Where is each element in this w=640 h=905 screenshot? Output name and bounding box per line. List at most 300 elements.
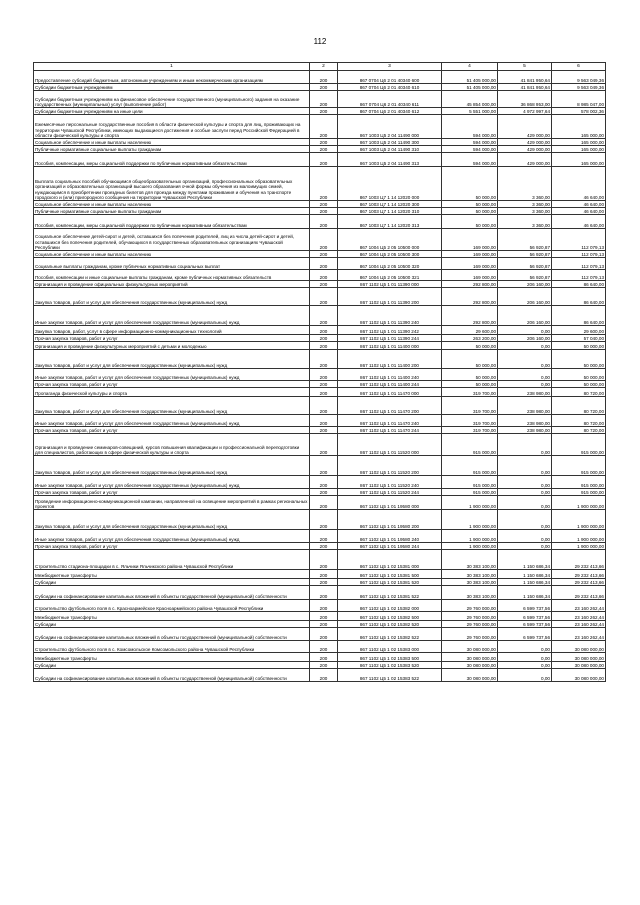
row-unexecuted-cell: 86 640,00 [552,288,606,306]
table-row [34,653,606,662]
table-row [34,281,606,288]
row-name-cell: Межбюджетные трансферты [34,653,310,662]
row-approved-cell: 1 900 000,00 [442,530,498,543]
row-budget-code-cell: 867 1004 Ц5 2 05 10500 321 [338,270,442,281]
row-budget-code-cell: 867 1102 Ц5 1 01 19580 240 [338,530,442,543]
row-approved-cell: 51 405 000,00 [442,84,498,91]
row-unexecuted-cell: 80 720,00 [552,415,606,427]
row-approved-cell: 319 700,00 [442,427,498,434]
row-line-code-cell: 200 [310,342,338,350]
row-budget-code-cell: 867 1102 Ц5 1 02 15381 520 [338,579,442,586]
row-executed-cell: 6 599 737,56 [498,612,552,621]
row-name-cell: Прочая закупка товаров, работ и услуг [34,543,310,550]
row-executed-cell: 0,00 [498,369,552,381]
row-approved-cell: 292 800,00 [442,288,498,306]
row-executed-cell: 429 000,00 [498,153,552,167]
row-name-cell: Прочая закупка товаров, работ и услуг [34,489,310,496]
row-name-cell: Субсидии [34,662,310,669]
row-unexecuted-cell: 29 600,00 [552,326,606,335]
table-row [34,215,606,229]
table-row [34,288,606,306]
row-name-cell: Межбюджетные трансферты [34,570,310,579]
row-unexecuted-cell: 80 720,00 [552,397,606,415]
row-approved-cell: 263 200,00 [442,335,498,342]
row-executed-cell: 0,00 [498,342,552,350]
row-executed-cell: 6 599 737,56 [498,600,552,612]
row-approved-cell: 169 000,00 [442,229,498,251]
row-name-cell: Закупка товаров, работ и услуг для обеспечения государственных (муниципальных) нужд [34,510,310,530]
row-executed-cell: 1 150 686,34 [498,579,552,586]
row-approved-cell: 50 000,00 [442,201,498,208]
row-unexecuted-cell: 112 079,13 [552,229,606,251]
row-line-code-cell: 200 [310,496,338,510]
table-row [34,335,606,342]
table-row [34,628,606,641]
row-executed-cell: 0,00 [498,662,552,669]
row-unexecuted-cell: 112 079,13 [552,251,606,258]
row-executed-cell: 3 360,00 [498,201,552,208]
row-budget-code-cell: 867 1102 Ц5 1 02 15383 522 [338,669,442,682]
row-budget-code-cell: 867 1102 Ц5 1 02 15382 520 [338,621,442,628]
row-budget-code-cell: 867 1003 Ц5 2 04 11490 300 [338,139,442,146]
row-unexecuted-cell: 165 000,00 [552,153,606,167]
row-approved-cell: 30 383 100,00 [442,550,498,570]
row-unexecuted-cell: 57 040,00 [552,335,606,342]
row-line-code-cell: 200 [310,388,338,397]
row-approved-cell: 915 000,00 [442,489,498,496]
row-unexecuted-cell: 80 720,00 [552,427,606,434]
row-line-code-cell: 200 [310,153,338,167]
row-name-cell: Субсидии бюджетным учреждениям [34,84,310,91]
row-executed-cell: 56 920,87 [498,270,552,281]
table-row [34,427,606,434]
row-unexecuted-cell: 112 079,13 [552,270,606,281]
row-budget-code-cell: 867 1102 Ц5 1 01 11400 200 [338,350,442,369]
row-name-cell: Социальное обеспечение и иные выплаты населению [34,201,310,208]
row-line-code-cell: 200 [310,579,338,586]
row-executed-cell: 6 599 737,56 [498,628,552,641]
table-row [34,115,606,139]
table-row [34,397,606,415]
row-line-code-cell: 200 [310,662,338,669]
table-row [34,586,606,600]
row-approved-cell: 50 000,00 [442,342,498,350]
row-line-code-cell: 200 [310,641,338,653]
row-line-code-cell: 200 [310,543,338,550]
row-approved-cell: 915 000,00 [442,456,498,476]
row-line-code-cell: 200 [310,84,338,91]
row-unexecuted-cell: 578 002,36 [552,108,606,115]
row-unexecuted-cell: 23 160 262,44 [552,612,606,621]
row-budget-code-cell: 867 1102 Ц5 1 02 15381 522 [338,586,442,600]
row-approved-cell: 292 800,00 [442,306,498,326]
row-budget-code-cell: 867 1003 Ц5 2 04 11490 313 [338,153,442,167]
row-approved-cell: 169 000,00 [442,270,498,281]
row-executed-cell: 0,00 [498,530,552,543]
row-approved-cell: 1 900 000,00 [442,496,498,510]
row-unexecuted-cell: 9 563 049,36 [552,71,606,84]
row-budget-code-cell: 867 1102 Ц5 1 01 11470 000 [338,388,442,397]
row-budget-code-cell: 867 1102 Ц5 1 02 15382 000 [338,600,442,612]
row-executed-cell: 56 920,87 [498,251,552,258]
row-name-cell: Пособия, компенсации и иные социальные выплаты гражданам, кроме публичных нормативных обязательств [34,270,310,281]
row-name-cell: Социальные выплаты гражданам, кроме публичных нормативных социальных выплат [34,258,310,270]
row-line-code-cell: 200 [310,621,338,628]
row-approved-cell: 29 760 000,00 [442,621,498,628]
row-unexecuted-cell: 46 640,00 [552,215,606,229]
row-unexecuted-cell: 80 720,00 [552,388,606,397]
column-number: 5 [498,63,552,71]
row-line-code-cell: 200 [310,381,338,388]
row-approved-cell: 29 760 000,00 [442,628,498,641]
row-budget-code-cell: 867 1102 Ц5 1 01 11470 240 [338,415,442,427]
row-line-code-cell: 200 [310,612,338,621]
row-line-code-cell: 200 [310,215,338,229]
table-row [34,167,606,201]
row-line-code-cell: 200 [310,288,338,306]
row-executed-cell: 206 160,00 [498,306,552,326]
row-unexecuted-cell: 1 900 000,00 [552,543,606,550]
row-line-code-cell: 200 [310,415,338,427]
row-budget-code-cell: 867 1003 Ц7 1 14 12020 313 [338,215,442,229]
row-budget-code-cell: 867 1003 Ц5 2 04 11490 310 [338,146,442,153]
row-line-code-cell: 200 [310,335,338,342]
table-row [34,342,606,350]
row-executed-cell: 0,00 [498,543,552,550]
row-approved-cell: 30 080 000,00 [442,653,498,662]
row-budget-code-cell: 867 1102 Ц5 1 02 15381 000 [338,550,442,570]
table-row [34,570,606,579]
table-row [34,71,606,84]
row-line-code-cell: 200 [310,510,338,530]
row-budget-code-cell: 867 1102 Ц5 1 01 11390 244 [338,335,442,342]
row-name-cell: Субсидии на софинансирование капитальных вложений в объекты государственной (муниципальной) собственности [34,628,310,641]
row-unexecuted-cell: 30 080 000,00 [552,669,606,682]
row-name-cell: Иные закупки товаров, работ и услуг для обеспечения государственных (муниципальных) нужд [34,530,310,543]
row-approved-cell: 45 854 000,00 [442,91,498,108]
row-approved-cell: 594 000,00 [442,139,498,146]
row-line-code-cell: 200 [310,115,338,139]
row-unexecuted-cell: 165 000,00 [552,139,606,146]
row-executed-cell: 0,00 [498,489,552,496]
row-executed-cell: 41 841 950,64 [498,84,552,91]
table-row [34,229,606,251]
row-executed-cell: 206 160,00 [498,335,552,342]
row-executed-cell: 0,00 [498,510,552,530]
row-name-cell: Прочая закупка товаров, работ и услуг [34,335,310,342]
row-unexecuted-cell: 46 640,00 [552,201,606,208]
row-name-cell: Иные закупки товаров, работ и услуг для обеспечения государственных (муниципальных) нужд [34,306,310,326]
table-row [34,84,606,91]
row-budget-code-cell: 867 1003 Ц7 1 14 12020 300 [338,201,442,208]
row-name-cell: Субсидии [34,621,310,628]
table-row [34,662,606,669]
row-unexecuted-cell: 50 000,00 [552,369,606,381]
row-name-cell: Закупка товаров, работ и услуг для обеспечения государственных (муниципальных) нужд [34,456,310,476]
table-row [34,369,606,381]
row-budget-code-cell: 867 0704 Ц6 2 01 40340 600 [338,71,442,84]
row-budget-code-cell: 867 1102 Ц5 1 01 11470 200 [338,397,442,415]
row-line-code-cell: 200 [310,570,338,579]
row-approved-cell: 319 700,00 [442,415,498,427]
row-budget-code-cell: 867 1004 Ц5 2 05 10500 000 [338,229,442,251]
row-line-code-cell: 200 [310,108,338,115]
row-budget-code-cell: 867 1003 Ц7 1 14 12020 000 [338,167,442,201]
column-number: 2 [310,63,338,71]
row-approved-cell: 30 383 100,00 [442,579,498,586]
row-line-code-cell: 200 [310,167,338,201]
row-approved-cell: 30 383 100,00 [442,570,498,579]
row-executed-cell: 6 599 737,56 [498,621,552,628]
row-approved-cell: 1 900 000,00 [442,543,498,550]
row-unexecuted-cell: 50 000,00 [552,381,606,388]
row-budget-code-cell: 867 1102 Ц5 1 01 11400 000 [338,342,442,350]
row-budget-code-cell: 867 1102 Ц5 1 01 11520 240 [338,476,442,489]
row-executed-cell: 0,00 [498,350,552,369]
row-approved-cell: 29 600,00 [442,326,498,335]
row-approved-cell: 50 000,00 [442,369,498,381]
row-unexecuted-cell: 23 160 262,44 [552,621,606,628]
row-executed-cell: 0,00 [498,381,552,388]
row-name-cell: Субсидии бюджетным учреждениям на финансовое обеспечение государственного (муниципального) задания на оказание государственных (муниципальных) услуг (выполнение работ) [34,91,310,108]
table-row [34,641,606,653]
row-approved-cell: 50 000,00 [442,350,498,369]
column-number: 3 [338,63,442,71]
row-name-cell: Организация и проведение семинаров-совещаний, курсов повышения квалификации и профессиональной переподготовки для специалистов, работающих в сфере физической культуры и спорта [34,434,310,456]
row-unexecuted-cell: 23 160 262,44 [552,600,606,612]
row-executed-cell: 238 980,00 [498,415,552,427]
row-line-code-cell: 200 [310,489,338,496]
row-executed-cell: 56 920,87 [498,258,552,270]
row-name-cell: Закупка товаров, работ, услуг в сфере информационно-коммуникационных технологий [34,326,310,335]
row-approved-cell: 29 760 000,00 [442,600,498,612]
row-executed-cell: 0,00 [498,476,552,489]
row-unexecuted-cell: 9 563 049,36 [552,84,606,91]
row-line-code-cell: 200 [310,326,338,335]
table-row [34,306,606,326]
row-name-cell: Строительство футбольного поля в с. Красноармейское Красноармейского района Чувашской Республики [34,600,310,612]
table-row [34,669,606,682]
table-row [34,600,606,612]
row-line-code-cell: 200 [310,251,338,258]
row-executed-cell: 0,00 [498,653,552,662]
row-budget-code-cell: 867 1102 Ц5 1 01 11390 000 [338,281,442,288]
row-executed-cell: 429 000,00 [498,115,552,139]
table-row [34,381,606,388]
budget-execution-table [33,62,606,682]
row-name-cell: Строительство футбольного поля в с. Комсомольское Комсомольского района Чувашской Республики [34,641,310,653]
row-name-cell: Иные закупки товаров, работ и услуг для обеспечения государственных (муниципальных) нужд [34,369,310,381]
row-unexecuted-cell: 8 985 047,00 [552,91,606,108]
table-row [34,91,606,108]
row-name-cell: Организация и проведение физкультурных мероприятий с детьми и молодежью [34,342,310,350]
row-executed-cell: 429 000,00 [498,139,552,146]
row-approved-cell: 169 000,00 [442,258,498,270]
row-name-cell: Пособия, компенсации, меры социальной поддержки по публичным нормативным обязательствам [34,215,310,229]
row-name-cell: Иные закупки товаров, работ и услуг для обеспечения государственных (муниципальных) нужд [34,476,310,489]
row-name-cell: Публичные нормативные социальные выплаты гражданам [34,208,310,215]
row-unexecuted-cell: 165 000,00 [552,146,606,153]
table-row [34,201,606,208]
table-row [34,550,606,570]
row-line-code-cell: 200 [310,306,338,326]
row-name-cell: Строительство стадиона-площадки в с. Яльчики Яльчикского района Чувашской Республики [34,550,310,570]
row-approved-cell: 594 000,00 [442,153,498,167]
row-name-cell: Пропаганда физической культуры и спорта [34,388,310,397]
table-row [34,434,606,456]
table-row [34,208,606,215]
row-approved-cell: 50 000,00 [442,381,498,388]
row-line-code-cell: 200 [310,669,338,682]
row-name-cell: Выплата социальных пособий обучающимся общеобразовательных организаций, профессиональных образовательных организаций и образовательных организаций высшего образования очной формы обучения из малоимущих семей, нуждающимся в приобретении проездных билетов для проезда между пунктами проживания и обучения на транспорте городского и (или) пригородного сообщения на территории Чувашской Республики [34,167,310,201]
row-budget-code-cell: 867 1102 Ц5 1 01 19580 200 [338,510,442,530]
row-unexecuted-cell: 46 640,00 [552,167,606,201]
table-row [34,139,606,146]
row-approved-cell: 30 080 000,00 [442,641,498,653]
table-row [34,108,606,115]
row-name-cell: Закупка товаров, работ и услуг для обеспечения государственных (муниципальных) нужд [34,350,310,369]
row-line-code-cell: 200 [310,208,338,215]
row-executed-cell: 3 360,00 [498,167,552,201]
row-approved-cell: 30 080 000,00 [442,669,498,682]
row-unexecuted-cell: 86 640,00 [552,306,606,326]
row-executed-cell: 0,00 [498,641,552,653]
row-name-cell: Предоставление субсидий бюджетным, автономным учреждениям и иным некоммерческим организациям [34,71,310,84]
row-line-code-cell: 200 [310,229,338,251]
row-line-code-cell: 200 [310,146,338,153]
row-executed-cell: 41 841 950,64 [498,71,552,84]
table-row [34,510,606,530]
row-unexecuted-cell: 915 000,00 [552,434,606,456]
table-row [34,476,606,489]
row-line-code-cell: 200 [310,139,338,146]
row-line-code-cell: 200 [310,427,338,434]
row-unexecuted-cell: 30 080 000,00 [552,653,606,662]
row-executed-cell: 36 868 953,00 [498,91,552,108]
row-line-code-cell: 200 [310,91,338,108]
row-name-cell: Социальное обеспечение детей-сирот и детей, оставшихся без попечения родителей, лиц из числа детей-сирот и детей, оставшихся без попечения родителей, обучающихся в государственных образовательных организациях Чувашской Республики [34,229,310,251]
row-line-code-cell: 200 [310,530,338,543]
column-number-row [34,63,606,71]
row-budget-code-cell: 867 1102 Ц5 1 01 11470 244 [338,427,442,434]
row-executed-cell: 4 972 997,64 [498,108,552,115]
row-name-cell: Социальное обеспечение и иные выплаты населению [34,139,310,146]
row-budget-code-cell: 867 0704 Ц6 2 01 40340 610 [338,84,442,91]
row-approved-cell: 50 000,00 [442,215,498,229]
row-unexecuted-cell: 915 000,00 [552,489,606,496]
row-line-code-cell: 200 [310,434,338,456]
row-approved-cell: 30 383 100,00 [442,586,498,600]
row-executed-cell: 238 980,00 [498,388,552,397]
table-row [34,270,606,281]
table-row [34,251,606,258]
table-row [34,456,606,476]
row-executed-cell: 206 160,00 [498,288,552,306]
table-row [34,612,606,621]
row-unexecuted-cell: 46 640,00 [552,208,606,215]
row-approved-cell: 50 000,00 [442,167,498,201]
row-budget-code-cell: 867 1004 Ц5 2 05 10500 320 [338,258,442,270]
row-budget-code-cell: 867 1003 Ц7 1 14 12020 310 [338,208,442,215]
table-row [34,350,606,369]
page-number: 112 [313,37,327,46]
row-approved-cell: 594 000,00 [442,146,498,153]
row-approved-cell: 915 000,00 [442,434,498,456]
row-budget-code-cell: 867 1102 Ц5 1 01 11390 200 [338,288,442,306]
row-executed-cell: 0,00 [498,669,552,682]
row-budget-code-cell: 867 1102 Ц5 1 01 11520 200 [338,456,442,476]
row-approved-cell: 915 000,00 [442,476,498,489]
table-row [34,621,606,628]
row-approved-cell: 30 080 000,00 [442,662,498,669]
row-budget-code-cell: 867 1004 Ц5 2 05 10500 300 [338,251,442,258]
column-number: 6 [552,63,606,71]
row-unexecuted-cell: 1 900 000,00 [552,530,606,543]
row-line-code-cell: 200 [310,369,338,381]
table-row [34,489,606,496]
row-line-code-cell: 200 [310,258,338,270]
table-row [34,146,606,153]
row-approved-cell: 5 551 000,00 [442,108,498,115]
row-name-cell: Прочая закупка товаров, работ и услуг [34,427,310,434]
row-unexecuted-cell: 50 000,00 [552,350,606,369]
row-name-cell: Социальное обеспечение и иные выплаты населению [34,251,310,258]
row-line-code-cell: 200 [310,550,338,570]
row-approved-cell: 292 800,00 [442,281,498,288]
row-budget-code-cell: 867 1102 Ц5 1 02 15382 500 [338,612,442,621]
row-budget-code-cell: 867 0704 Ц6 2 01 40340 611 [338,91,442,108]
row-approved-cell: 319 700,00 [442,397,498,415]
row-executed-cell: 0,00 [498,326,552,335]
row-unexecuted-cell: 29 232 413,66 [552,550,606,570]
row-line-code-cell: 200 [310,600,338,612]
row-executed-cell: 3 360,00 [498,208,552,215]
row-approved-cell: 169 000,00 [442,251,498,258]
row-budget-code-cell: 867 1102 Ц5 1 02 15383 500 [338,653,442,662]
row-name-cell: Организация и проведение официальных физкультурных мероприятий [34,281,310,288]
row-line-code-cell: 200 [310,476,338,489]
row-budget-code-cell: 867 1102 Ц5 1 01 19580 244 [338,543,442,550]
table-row [34,258,606,270]
row-unexecuted-cell: 29 232 413,66 [552,570,606,579]
row-approved-cell: 51 405 000,00 [442,71,498,84]
row-unexecuted-cell: 23 160 262,44 [552,628,606,641]
row-name-cell: Проведение информационно-коммуникационной кампании, направленной на освещение мероприятий в рамках региональных проектов [34,496,310,510]
row-line-code-cell: 200 [310,270,338,281]
row-executed-cell: 206 160,00 [498,281,552,288]
row-name-cell: Субсидии на софинансирование капитальных вложений в объекты государственной (муниципальной) собственности [34,669,310,682]
row-approved-cell: 1 900 000,00 [442,510,498,530]
row-budget-code-cell: 867 1102 Ц5 1 02 15383 000 [338,641,442,653]
row-name-cell: Пособия, компенсации, меры социальной поддержки по публичным нормативным обязательствам [34,153,310,167]
row-name-cell: Субсидии бюджетным учреждениям на иные цели [34,108,310,115]
row-budget-code-cell: 867 1102 Ц5 1 02 15381 500 [338,570,442,579]
row-budget-code-cell: 867 0704 Ц6 2 01 40340 612 [338,108,442,115]
row-name-cell: Закупка товаров, работ и услуг для обеспечения государственных (муниципальных) нужд [34,288,310,306]
row-line-code-cell: 200 [310,456,338,476]
row-budget-code-cell: 867 1102 Ц5 1 02 15383 520 [338,662,442,669]
row-unexecuted-cell: 30 080 000,00 [552,662,606,669]
row-unexecuted-cell: 50 000,00 [552,342,606,350]
row-executed-cell: 0,00 [498,434,552,456]
row-unexecuted-cell: 29 232 413,66 [552,586,606,600]
row-line-code-cell: 200 [310,628,338,641]
row-budget-code-cell: 867 1102 Ц5 1 01 11520 000 [338,434,442,456]
table-row [34,388,606,397]
row-executed-cell: 429 000,00 [498,146,552,153]
row-executed-cell: 56 920,87 [498,229,552,251]
row-name-cell: Ежемесячные персональные государственные пособия в области физической культуры и спорта для лиц, проживающих на территории Чувашской Республики, имеющих выдающиеся достижения и особые заслуги перед Российской Федерацией в области физической культуры и спорта [34,115,310,139]
